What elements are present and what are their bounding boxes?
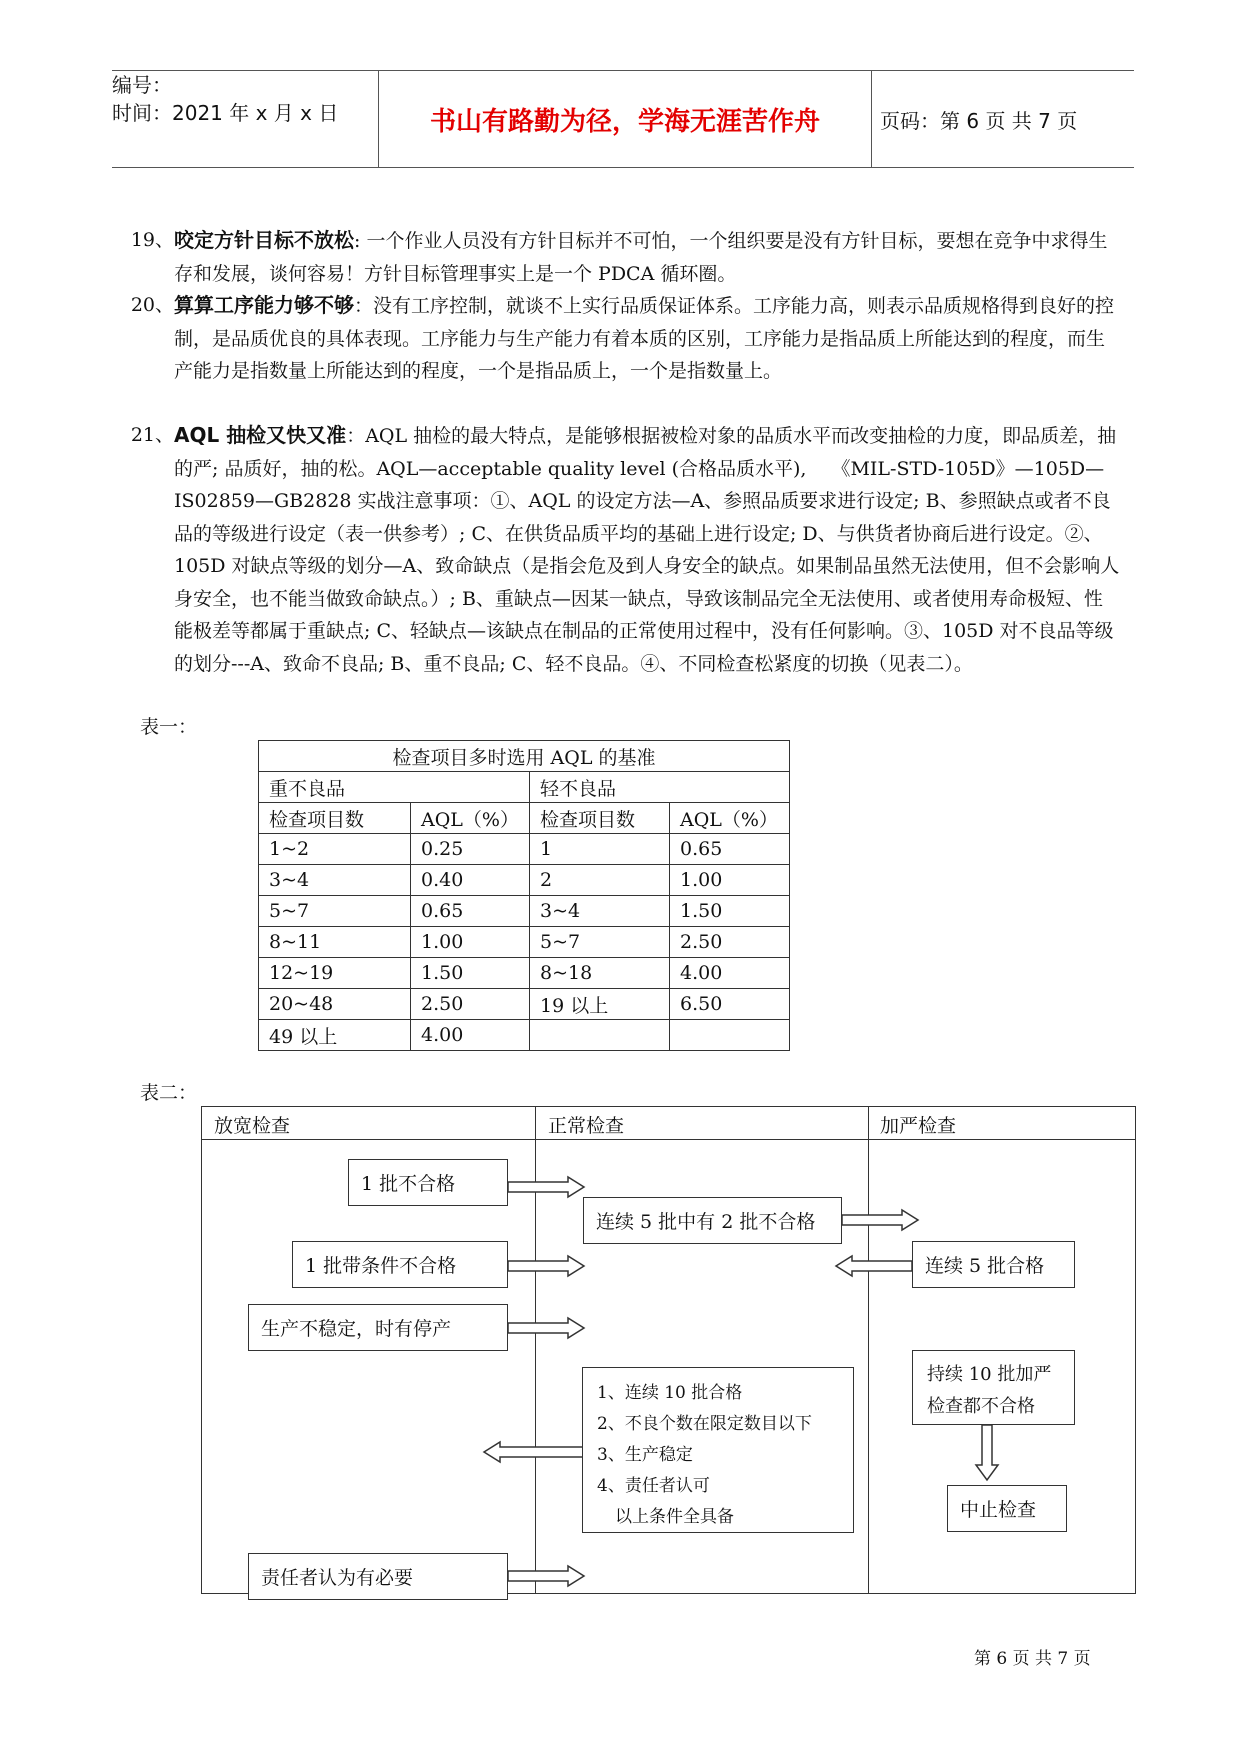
table-row <box>259 927 790 958</box>
group-heavy: 重不良品 <box>259 772 530 803</box>
page-header <box>112 70 1134 168</box>
table-cell: 1 <box>529 834 669 865</box>
table-title-row <box>259 741 790 772</box>
condition-note: 以上条件全具备 <box>615 1507 734 1527</box>
item-body <box>174 419 1120 680</box>
item-21 <box>130 419 1120 680</box>
item-number: 19、 <box>130 229 174 251</box>
time-label: 时间：2021 年 x 月 x 日 <box>112 101 339 125</box>
box-five-pass: 连续 5 批合格 <box>912 1241 1075 1288</box>
arrow-left-icon <box>836 1256 912 1276</box>
group-light: 轻不良品 <box>529 772 789 803</box>
col-relaxed: 放宽检查 <box>214 1115 291 1137</box>
item-title: 算算工序能力够不够 <box>174 293 354 317</box>
table-header-row <box>259 803 790 834</box>
table-cell: 4.00 <box>411 1020 530 1051</box>
item-text: ：AQL 抽检的最大特点，是能够根据被检对象的品质水平而改变抽检的力度，即品质差，抽的严; 品质好，抽的松。AQL—acceptable quality level (合格品质水平), 《MIL-STD-105D》—105D—IS02859—GB2828 实战注意事项：①、AQL 的设定方法—A、参照品质要求进行设定; B、参照缺点或者不良品的等级进行设定（表一供参考）; C、在供货品质平均的基础上进行设定; D、与供货者协商后进行设定。②、105D 对缺点等级的划分—A、致命缺点（是指会危及到人身安全的缺点。如果制品虽然无法使用，但不会影响人身安全，也不能当做致命缺点。）; B、重缺点—因某一缺点，导致该制品完全无法使用、或者使用寿命极短、性能极差等都属于重缺点; C、轻缺点—该缺点在制品的正常使用过程中，没有任何影响。③、105D 对不良品等级的划分---A、致命不良品; B、重不良品; C、轻不良品。④、不同检查松紧度的切换（见表二）。 <box>174 425 1120 675</box>
header-right <box>870 71 1134 167</box>
col-count-light: 检查项目数 <box>529 803 669 834</box>
page-footer: 第 6 页 共 7 页 <box>974 1649 1091 1669</box>
box-relax-conditions <box>582 1367 854 1533</box>
table-row <box>259 896 790 927</box>
item-19 <box>130 224 1120 290</box>
table-cell: 1~2 <box>259 834 411 865</box>
motto: 书山有路勤为径，学海无涯苦作舟 <box>429 106 820 137</box>
switching-flowchart <box>201 1106 1136 1594</box>
item-text: ：没有工序控制，就谈不上实行品质保证体系。工序能力高，则表示品质规格得到良好的控制，是品质优良的具体表现。工序能力与生产能力有着本质的区别，工序能力是指品质上所能达到的程度，而生产能力是指数量上所能达到的程度，一个是指品质上，一个是指数量上。 <box>174 295 1115 382</box>
arrow-right-icon <box>508 1566 584 1586</box>
item-body <box>174 224 1120 290</box>
table-cell: 49 以上 <box>259 1020 411 1051</box>
table-cell: 0.65 <box>411 896 530 927</box>
item-20 <box>130 289 1120 388</box>
col-aql-heavy: AQL（%） <box>411 803 530 834</box>
box-one-fail: 1 批不合格 <box>348 1159 508 1206</box>
table-cell: 2.50 <box>669 927 789 958</box>
number-label: 编号： <box>112 73 172 97</box>
col-aql-light: AQL（%） <box>669 803 789 834</box>
item-title: 咬定方针目标不放松 <box>174 228 354 252</box>
table-cell: 19 以上 <box>529 989 669 1020</box>
table-cell: 6.50 <box>669 989 789 1020</box>
table-cell <box>669 1020 789 1051</box>
box-two-of-five: 连续 5 批中有 2 批不合格 <box>583 1197 842 1244</box>
arrow-right-icon <box>508 1256 584 1276</box>
table-cell: 8~18 <box>529 958 669 989</box>
table-row <box>259 834 790 865</box>
table-cell: 1.50 <box>411 958 530 989</box>
table1-caption: 表一： <box>140 716 198 738</box>
table-cell: 5~7 <box>529 927 669 958</box>
condition-item: 1、连续 10 批合格 <box>597 1383 743 1403</box>
table-cell: 8~11 <box>259 927 411 958</box>
table-cell: 0.40 <box>411 865 530 896</box>
table-row <box>259 989 790 1020</box>
box-stop-inspection: 中止检查 <box>947 1485 1067 1532</box>
table-cell: 3~4 <box>529 896 669 927</box>
header-center <box>378 71 872 167</box>
header-left <box>112 71 378 167</box>
table-cell: 5~7 <box>259 896 411 927</box>
item-text: : 一个作业人员没有方针目标并不可怕，一个组织要是没有方针目标，要想在竞争中求得生存和发展，谈何容易！方针目标管理事实上是一个 PDCA 循环圈。 <box>174 230 1108 285</box>
box-unstable: 生产不稳定，时有停产 <box>248 1304 508 1351</box>
table-cell: 2 <box>529 865 669 896</box>
condition-item: 4、责任者认可 <box>597 1476 710 1496</box>
table-title: 检查项目多时选用 AQL 的基准 <box>259 741 790 772</box>
table-cell: 0.25 <box>411 834 530 865</box>
table-cell: 20~48 <box>259 989 411 1020</box>
arrow-right-icon <box>508 1177 584 1197</box>
col-count-heavy: 检查项目数 <box>259 803 411 834</box>
arrow-down-icon <box>976 1425 998 1480</box>
page-label: 页码：第 6 页 共 7 页 <box>880 108 1078 133</box>
aql-table <box>258 740 790 1051</box>
table-cell: 1.50 <box>669 896 789 927</box>
arrow-right-icon <box>842 1210 918 1230</box>
arrow-left-icon <box>484 1442 586 1462</box>
table-cell: 1.00 <box>669 865 789 896</box>
box-ten-tightened-fail <box>912 1350 1075 1425</box>
box-responsible: 责任者认为有必要 <box>248 1553 508 1600</box>
table-cell: 12~19 <box>259 958 411 989</box>
arrow-right-icon <box>508 1318 584 1338</box>
table2-caption: 表二： <box>140 1082 198 1104</box>
table-row <box>259 865 790 896</box>
item-body <box>174 289 1120 388</box>
item-title: AQL 抽检又快又准 <box>174 423 347 447</box>
table-row <box>259 1020 790 1051</box>
table-cell: 1.00 <box>411 927 530 958</box>
table-cell: 2.50 <box>411 989 530 1020</box>
col-tightened: 加严检查 <box>880 1115 957 1137</box>
condition-item: 3、生产稳定 <box>597 1445 693 1465</box>
table-row <box>259 958 790 989</box>
table-cell: 0.65 <box>669 834 789 865</box>
item-number: 20、 <box>130 294 174 316</box>
table-cell <box>529 1020 669 1051</box>
box-line: 持续 10 批加严 <box>927 1364 1052 1385</box>
col-normal: 正常检查 <box>548 1115 625 1137</box>
table-group-row <box>259 772 790 803</box>
box-conditional-fail: 1 批带条件不合格 <box>292 1241 508 1288</box>
table-cell: 4.00 <box>669 958 789 989</box>
table-cell: 3~4 <box>259 865 411 896</box>
condition-item: 2、不良个数在限定数目以下 <box>597 1414 812 1434</box>
item-number: 21、 <box>130 424 174 446</box>
box-line: 检查都不合格 <box>927 1396 1035 1417</box>
